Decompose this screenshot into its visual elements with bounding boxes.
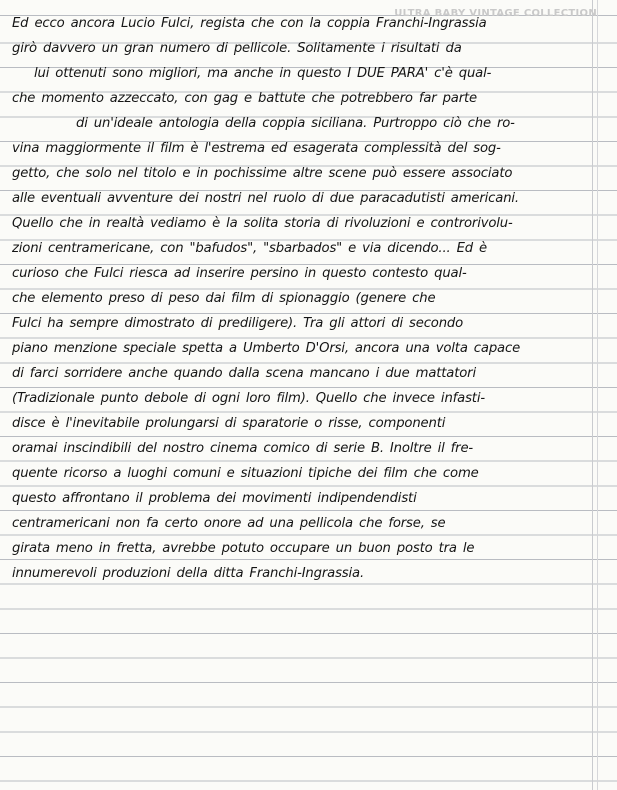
text-line: curioso che Fulci riesca ad inserire persino in questo contesto qual- <box>12 266 467 281</box>
text-line: di un'ideale antologia della coppia siciliana. Purtroppo ciò che ro- <box>76 116 515 131</box>
text-line: girata meno in fretta, avrebbe potuto occupare un buon posto tra le <box>12 541 475 556</box>
text-line: alle eventuali avventure dei nostri nel ruolo di due paracadutisti americani. <box>12 191 519 206</box>
text-line: zioni centramericane, con "bafudos", "sbarbados" e via dicendo... Ed è <box>12 241 487 256</box>
text-line: vina maggiormente il film è l'estrema ed esagerata complessità del sog- <box>12 141 501 156</box>
text-line: Fulci ha sempre dimostrato di prediligere). Tra gli attori di secondo <box>12 316 464 331</box>
text-line: di farci sorridere anche quando dalla scena mancano i due mattatori <box>12 366 476 381</box>
margin-line-outer <box>597 0 598 790</box>
text-line: Quello che in realtà vediamo è la solita storia di rivoluzioni e controrivolu- <box>12 216 513 231</box>
text-line: Ed ecco ancora Lucio Fulci, regista che con la coppia Franchi-Ingrassia <box>12 16 487 31</box>
text-line: disce è l'inevitabile prolungarsi di sparatorie o risse, componenti <box>12 416 446 431</box>
text-line: lui ottenuti sono migliori, ma anche in questo I DUE PARA' c'è qual- <box>34 66 492 81</box>
text-line: che elemento preso di peso dai film di spionaggio (genere che <box>12 291 436 306</box>
text-line: centramericani non fa certo onore ad una pellicola che forse, se <box>12 516 446 531</box>
text-line: innumerevoli produzioni della ditta Franchi-Ingrassia. <box>12 566 364 581</box>
text-line: piano menzione speciale spetta a Umberto D'Orsi, ancora una volta capace <box>12 341 521 356</box>
watermark: ULTRA BABY VINTAGE COLLECTION <box>394 8 597 19</box>
text-line: getto, che solo nel titolo e in pochissime altre scene può essere associato <box>12 166 513 181</box>
text-line: oramai inscindibili del nostro cinema comico di serie B. Inoltre il fre- <box>12 441 474 456</box>
text-line: girò davvero un gran numero di pellicole. Solitamente i risultati da <box>12 41 462 56</box>
text-line: che momento azzeccato, con gag e battute che potrebbero far parte <box>12 91 477 106</box>
text-line: questo affrontano il problema dei movimenti indipendendisti <box>12 491 417 506</box>
text-line: (Tradizionale punto debole di ogni loro film). Quello che invece infasti- <box>12 391 485 406</box>
text-line: quente ricorso a luoghi comuni e situazioni tipiche dei film che come <box>12 466 479 481</box>
